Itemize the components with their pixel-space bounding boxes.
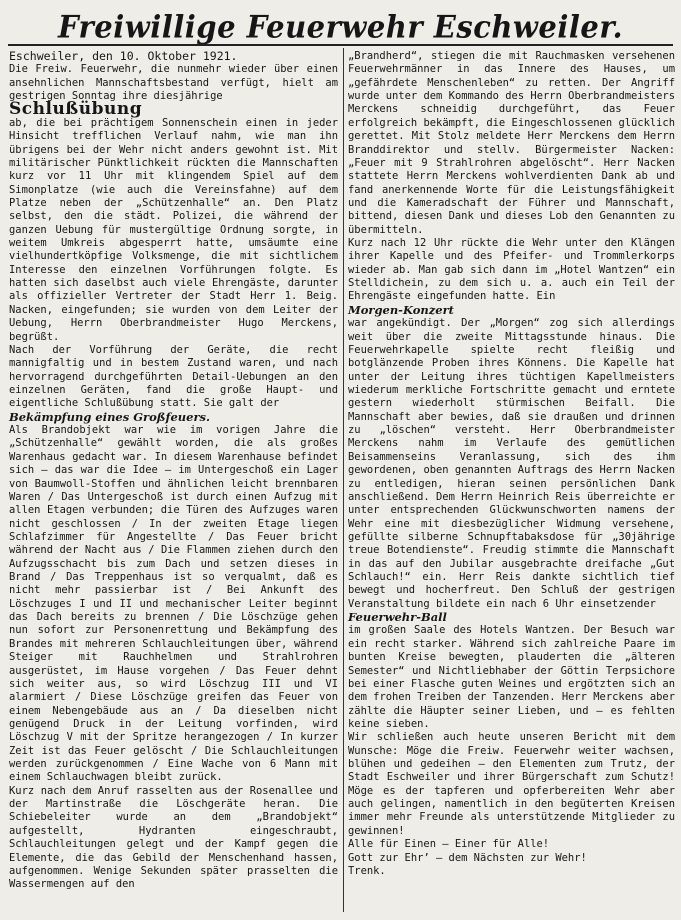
dateline: Eschweiler, den 10. Oktober 1921. <box>9 49 238 63</box>
paragraph: Wir schließen auch heute unseren Bericht mit dem Wunsche: Möge die Freiw. Feuerwehr weiter wachsen, blühen und gedeihen — den Elementen zum Trutz, der Stadt Eschweiler und ihrer Bürgerschaft zum Schutz! Möge es der tapferen und opferbereiten Wehr aber auch gelingen, namentlich in den begüterten Kreisen immer mehr Freunde als unterstützende Mitglieder zu gewinnen! <box>348 731 675 837</box>
paragraph: Als Brandobjekt war wie im vorigen Jahre die „Schützenhalle“ gewählt worden, die als großes Warenhaus gedacht war. In diesem Warenhause befindet sich — das war die Idee — im Untergeschoß ein Lager von Baumwoll-Stoffen und ähnlichen leicht brennbaren Waren / Das Untergeschoß ist durch einen Aufzug mit allen Etagen verbunden; die Türen des Aufzuges waren nicht geschlossen / In der zweiten Etage liegen Schlafzimmer für Angestellte / Das Feuer bricht während der Nacht aus / Die Flammen ziehen durch den Aufzugsschacht bis zum Dach und setzen dieses in Brand / Das Treppenhaus ist so verqualmt, daß es nicht mehr passierbar ist / Bei Ankunft des Löschzuges I und II und mechanischer Leiter beginnt das Dach bereits zu brennen / Die Löschzüge gehen nun sofort zur Personenrettung und Bekämpfung des Brandes mit mehreren Schlauchleitungen über, während Steiger mit Rauchhelmen und Strahlrohren ausgerüstet, im Hause vorgehen / Das Feuer dehnt sich weiter aus, so wird Löschzug III und VI alarmiert / Diese Löschzüge greifen das Feuer von einem Nebengebäude aus an / Da dieselben nicht genügend Druck in der Leitung vorfinden, wird Löschzug V mit der Spritze herangezogen / In kurzer Zeit ist das Feuer gelöscht / Die Schlauchleitungen werden zurückgenommen / Eine Wache von 6 Mann mit einem Schlauchwagen bleibt zurück. <box>9 424 338 784</box>
paragraph: „Brandherd“, stiegen die mit Rauchmasken versehenen Feuerwehrmänner in das Innere des Hauses, um „gefährdete Menschenleben“ zu retten. Der Angriff wurde unter dem Kommando des Herrn Oberbrandmeisters Merckens schneidig durchgeführt, das Feuer erfolgreich bekämpft, die Eingeschlossenen glücklich gerettet. Mit Stolz meldete Herr Merckens dem Herrn Branddirektor und stellv. Bürgermeister Nacken: „Feuer mit 9 Strahlrohren abgelöscht“. Herr Nacken stattete Herrn Merckens wohlverdienten Dank ab und fand anerkennende Worte für die Leistungsfähigkeit und die Kameradschaft der Führer und Mannschaft, bittend, diesen Dank und dieses Lob den Genannten zu übermitteln. <box>348 50 675 236</box>
paragraph: Kurz nach dem Anruf rasselten aus der Rosenallee und der Martinstraße die Löschgeräte heran. Die Schiebeleiter wurde an dem „Brandobjekt“ aufgestellt, Hydranten eingeschraubt, Schlauchleitungen gelegt und der Kampf gegen die Elemente, die das Gebild der Menschenhand hassen, aufgenommen. Wenige Sekunden später prasselten die Wassermengen auf den <box>9 784 338 891</box>
paragraph: Kurz nach 12 Uhr rückte die Wehr unter den Klängen ihrer Kapelle und des Pfeifer- und Trommlerkorps wieder ab. Man gab sich dann im „Hotel Wantzen“ ein Stelldichein, zu dem sich u. a. auch ein Teil der Ehrengäste eingefunden hatte. Ein <box>348 237 675 303</box>
motto-line: Gott zur Ehr’ — dem Nächsten zur Wehr! <box>348 851 587 864</box>
motto-line: Alle für Einen — Einer für Alle! <box>348 838 550 851</box>
heading-morgenkonzert: Morgen-Konzert <box>348 302 454 317</box>
paragraph: im großen Saale des Hotels Wantzen. Der Besuch war ein recht starker. Während sich zahlreiche Paare im bunten Kreise bewegten, plauderten die „älteren Semester“ und Nichtliebhaber der Göttin Terpsichore bei einer Flasche guten Weines und ergötzten sich an dem frohen Treiben der Tanzenden. Herr Merckens aber zählte die Häupter seiner Lieben, und — es fehlten keine sieben. <box>348 624 675 730</box>
intro-paragraph: Die Freiw. Feuerwehr, die nunmehr wieder über einen ansehnlichen Mannschaftsbestand verfügt, hielt am gestrigen Sonntag ihre diesjährige <box>9 63 338 103</box>
paragraph: war angekündigt. Der „Morgen“ zog sich allerdings weit über die zweite Mittagsstunde hinaus. Die Feuerwehrkapelle spielte recht fleißig und botglänzende Proben ihres Könnens. Die Kapelle hat unter der Leitung ihres tüchtigen Kapellmeisters wiederum merkliche Fortschritte gemacht und erntete gestern wiederholt stürmischen Beifall. Die Mannschaft aber bewies, daß sie draußen und drinnen zu „löschen“ versteht. Herr Oberbrandmeister Merckens nahm im Verlaufe des gemütlichen Beisammenseins Veranlassung, sich des ihm gewordenen, oben genannten Auftrags des Herrn Nacken zu entledigen, hieran seinen persönlichen Dank anschließend. Dem Herrn Heinrich Reis überreichte er unter entsprechenden Glückwunschworten namens der Wehr eine mit diesbezüglicher Widmung versehene, gefüllte silberne Schnupftabaksdose für „30jährige treue Botendienste“. Freudig stimmte die Mannschaft in das auf den Jubilar ausgebrachte dreifache „Gut Schlauch!“ ein. Herr Reis dankte sichtlich tief bewegt und hocherfreut. Den Schluß der gestrigen Veranstaltung bildete ein nach 6 Uhr einsetzender <box>348 317 675 610</box>
column-divider <box>343 48 344 912</box>
heading-bekaempfung: Bekämpfung eines Großfeuers. <box>9 409 210 424</box>
right-column <box>348 50 675 878</box>
heading-feuerwehr-ball: Feuerwehr-Ball <box>348 610 447 625</box>
title-rule <box>8 44 673 46</box>
paragraph: ab, die bei prächtigem Sonnenschein einen in jeder Hinsicht trefflichen Verlauf nahm, wie man ihn übrigens bei der Wehr nicht anders gewohnt ist. Mit militärischer Pünktlichkeit rückten die Mannschaften kurz vor 11 Uhr mit klingendem Spiel auf dem Simonplatze (wie auch die Vereinsfahne) auf dem Platze neben der „Schützenhalle“ an. Den Platz selbst, den die städt. Polizei, die während der ganzen Uebung für mustergültige Ordnung sorgte, in weitem Umkreis abgesperrt hatte, umsäumte eine vielhundertköpfige Volksmenge, die mit sichtlichem Interesse den einzelnen Vorführungen folgte. Es hatten sich daselbst auch viele Ehrengäste, darunter als offizieller Vertreter der Stadt Herr 1. Beig. Nacken, eingefunden; sie wurden von dem Leiter der Uebung, Herrn Oberbrandmeister Hugo Merckens, begrüßt. <box>9 116 338 343</box>
heading-schlussuebung: Schlußübung <box>9 99 143 120</box>
left-column <box>9 50 338 892</box>
paragraph: Nach der Vorführung der Geräte, die recht mannigfaltig und in bestem Zustand waren, und nach hervorragend durchgeführten Detail-Uebungen an den einzelnen Geräten, fand die große Haupt- und eigentliche Schlußübung statt. Sie galt der <box>9 343 338 410</box>
article-title: Freiwillige Feuerwehr Eschweiler. <box>57 9 624 45</box>
author-signature: Trenk. <box>348 864 386 877</box>
